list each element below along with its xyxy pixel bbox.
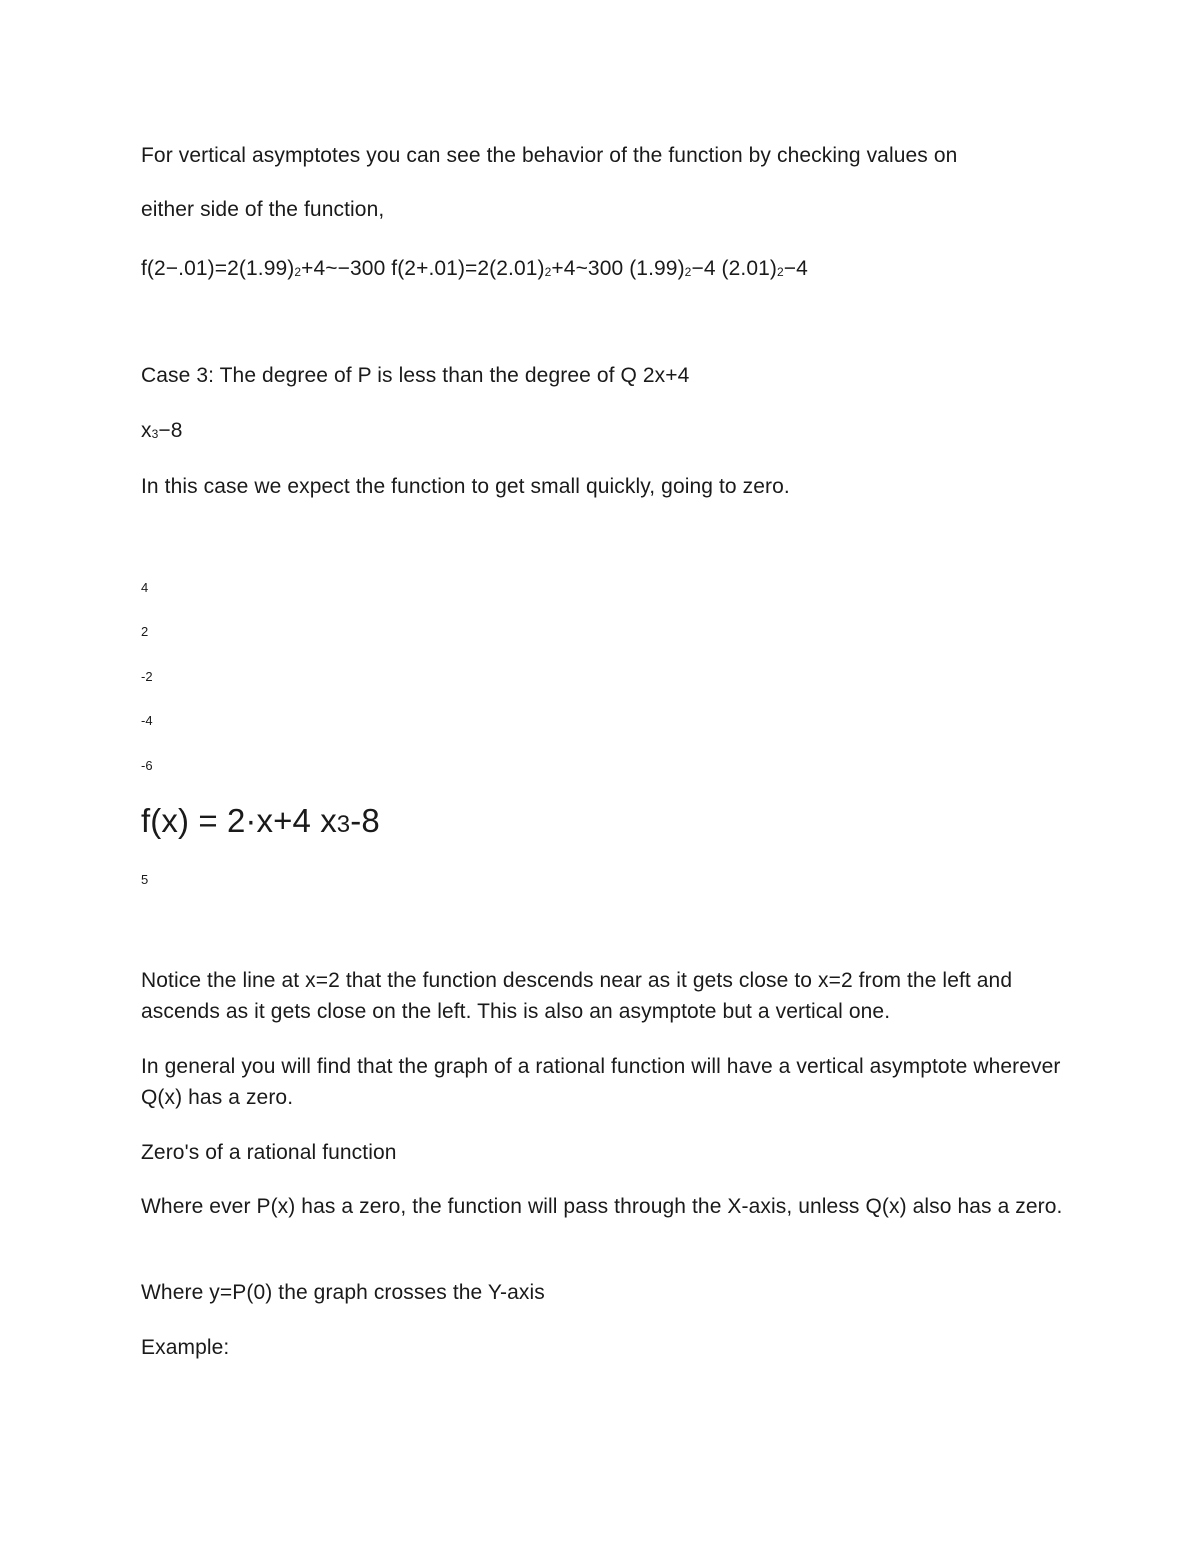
equation-exponent: 2 [294,265,302,279]
equation-evaluation-line [141,253,808,284]
paragraph-general: In general you will find that the graph of a rational function will have a vertical asymptote wherever Q(x) has a zero. [141,1055,1061,1109]
graph-tick-label: 4 [141,580,149,595]
case3-description: In this case we expect the function to get small quickly, going to zero. [141,475,790,498]
graph-tick-label: -4 [141,713,153,728]
graph-tick-label: 2 [141,624,149,639]
equation-part: +4~300 (1.99) [551,257,685,280]
heading-zeros: Zero's of a rational function [141,1141,397,1164]
formula-exponent: 3 [336,811,351,838]
paragraph-vertical-asymptotes-line2: either side of the function, [141,198,385,221]
case3-heading: Case 3: The degree of P is less than the degree of Q 2x+4 [141,364,690,387]
graph-tick-label: -6 [141,758,153,773]
equation-exponent: 2 [684,265,692,279]
equation-part: +4~−300 f(2+.01)=2(2.01) [301,257,545,280]
formula-part: f(x) = 2·x+4 x [141,802,337,839]
case3-denominator [141,415,183,446]
equation-part: −4 (2.01) [691,257,777,280]
denominator-rest: −8 [158,419,183,442]
example-label: Example: [141,1336,230,1359]
paragraph-vertical-asymptotes-line1: For vertical asymptotes you can see the behavior of the function by checking values on [141,144,958,167]
equation-part: f(2−.01)=2(1.99) [141,257,295,280]
graph-tick-label: -2 [141,669,153,684]
paragraph-y-axis: Where y=P(0) the graph crosses the Y-axis [141,1281,545,1304]
equation-part: −4 [783,257,808,280]
paragraph-notice: Notice the line at x=2 that the function descends near as it gets close to x=2 from the left and ascends as it gets close on the left. This is also an asymptote but a vertical one. [141,969,1013,1023]
graph-formula-label [141,801,380,841]
formula-part: -8 [350,802,380,839]
denominator-exponent: 3 [151,427,159,441]
graph-tick-label: 5 [141,872,149,887]
equation-exponent: 2 [544,265,552,279]
equation-exponent: 2 [777,265,784,279]
paragraph-zeros: Where ever P(x) has a zero, the function will pass through the X-axis, unless Q(x) also has a zero. [141,1195,1063,1218]
denominator-variable: x [141,419,152,442]
